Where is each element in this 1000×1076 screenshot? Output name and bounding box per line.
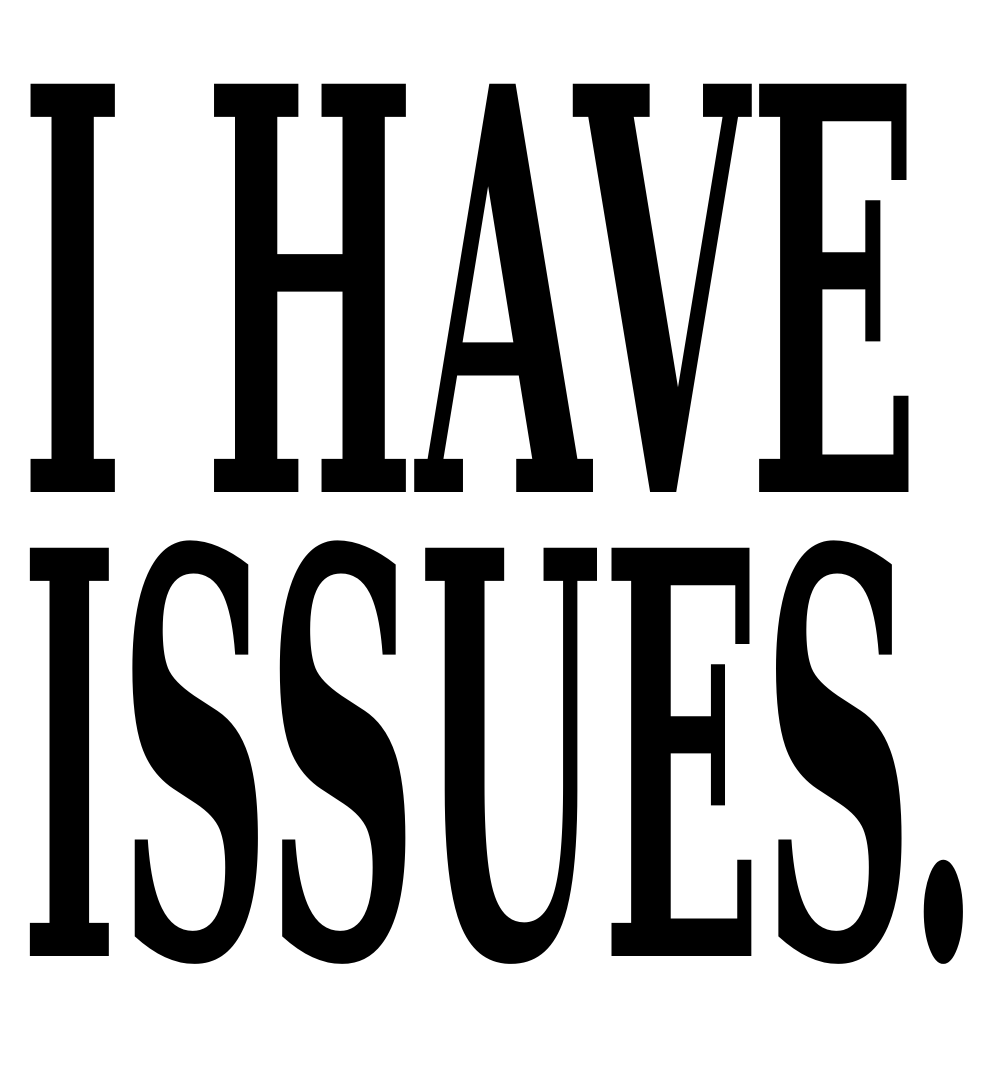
headline-line-2: ISSUES. bbox=[20, 431, 980, 1076]
headline-line-1: I HAVE bbox=[20, 0, 920, 625]
